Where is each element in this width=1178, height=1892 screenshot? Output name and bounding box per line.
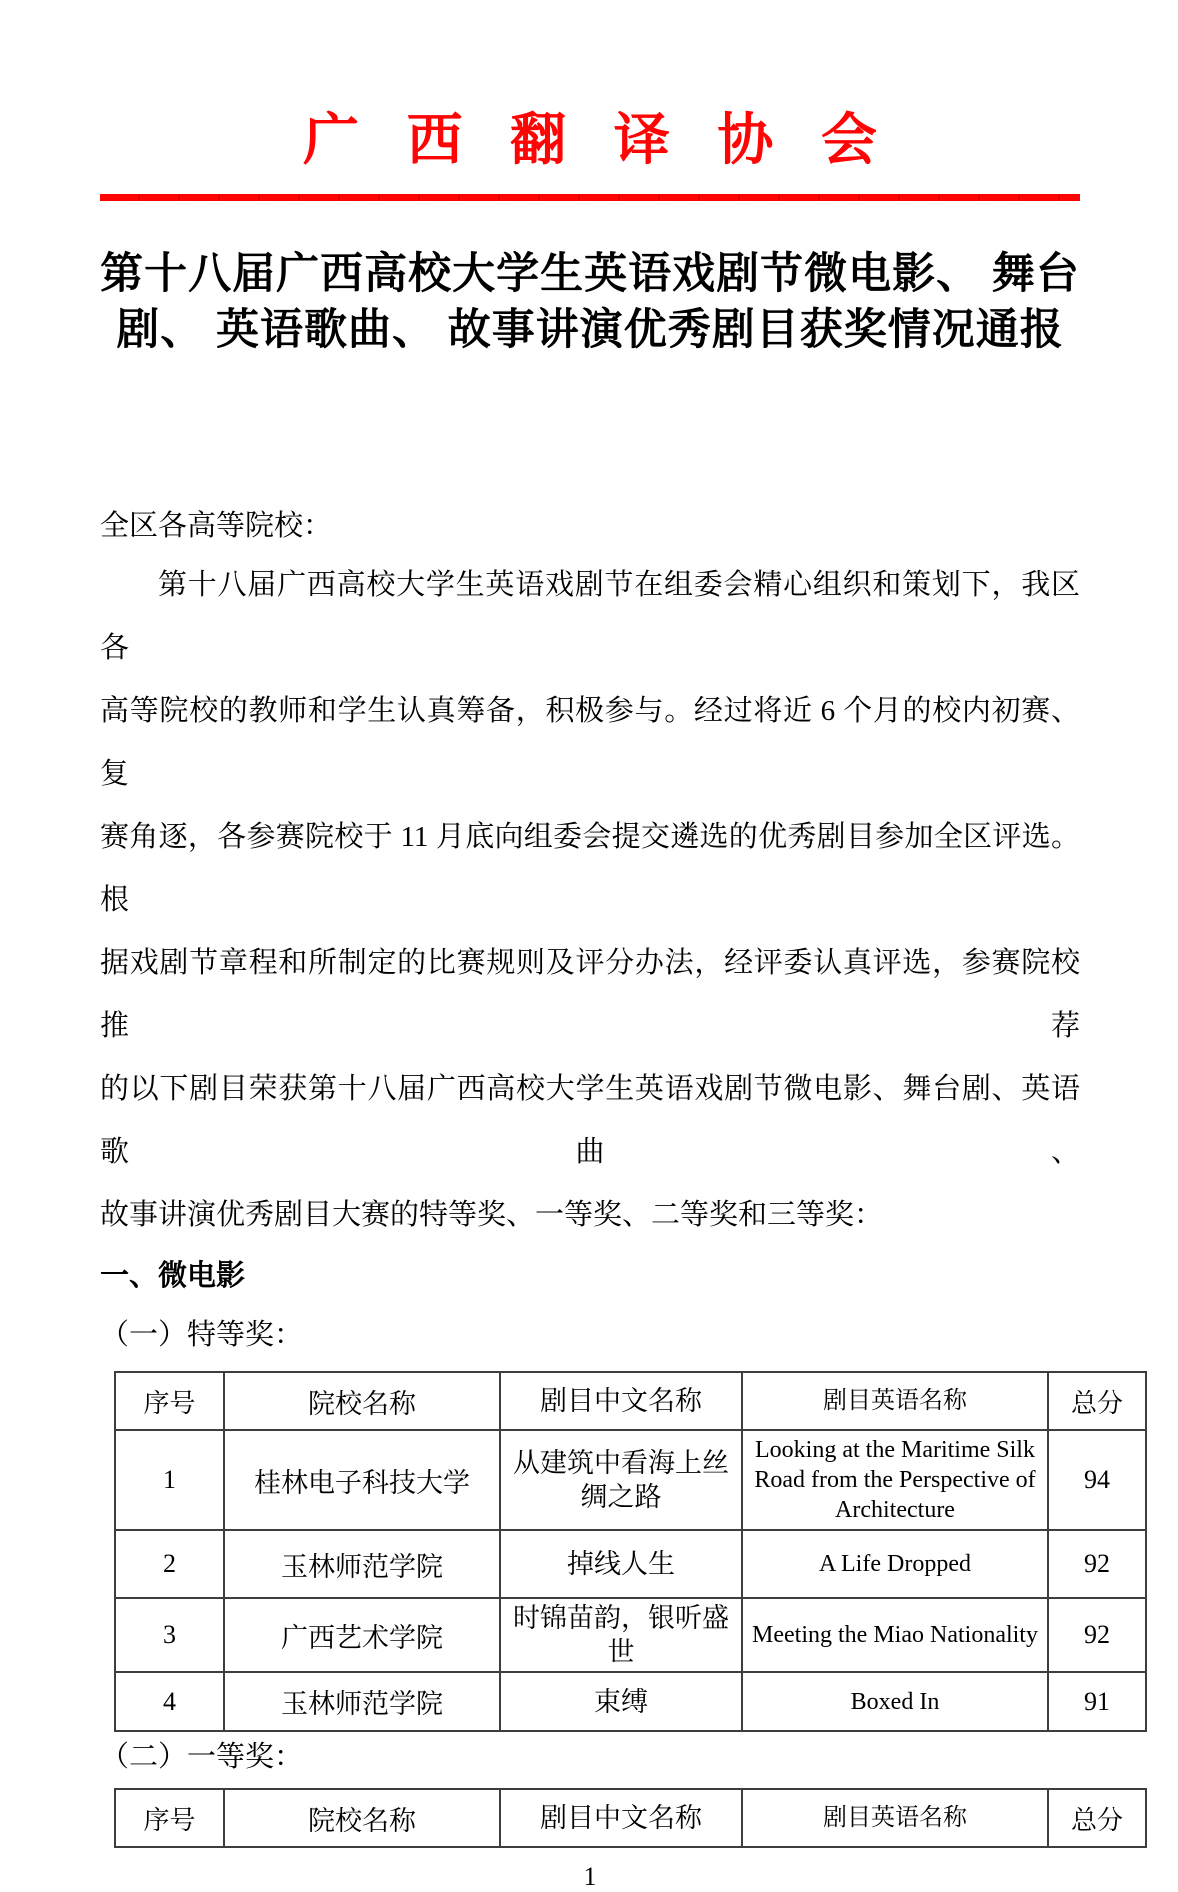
paragraph-line: 第十八届广西高校大学生英语戏剧节在组委会精心组织和策划下，我区各	[100, 569, 1080, 664]
header-cell-no: 序号	[115, 1372, 224, 1430]
header-cell-title-cn: 剧目中文名称	[500, 1789, 742, 1847]
header-cell-score: 总分	[1048, 1372, 1146, 1430]
cell-title-cn: 掉线人生	[500, 1530, 742, 1598]
table-row	[115, 1598, 1146, 1672]
org-name: 广西翻译协会	[302, 108, 925, 171]
section-heading-micro-film: 一、微电影	[100, 1260, 246, 1292]
cell-title-cn: 束缚	[500, 1672, 742, 1731]
cell-title-en: Boxed In	[742, 1672, 1048, 1731]
cell-no: 3	[115, 1598, 224, 1672]
salutation: 全区各高等院校：	[100, 510, 333, 542]
cell-score: 91	[1048, 1672, 1146, 1731]
cell-score: 94	[1048, 1430, 1146, 1530]
special-award-table	[114, 1371, 1147, 1732]
title-line-1: 第十八届广西高校大学生英语戏剧节微电影、 舞台	[100, 251, 1080, 298]
page-number: 1	[583, 1862, 597, 1891]
document-title	[100, 247, 1080, 359]
header-cell-score: 总分	[1048, 1789, 1146, 1847]
paragraph-line: 据戏剧节章程和所制定的比赛规则及评分办法，经评委认真评选，参赛院校推荐	[100, 947, 1080, 1042]
cell-title-cn: 从建筑中看海上丝绸之路	[500, 1430, 742, 1530]
cell-no: 1	[115, 1430, 224, 1530]
cell-score: 92	[1048, 1530, 1146, 1598]
header-cell-school: 院校名称	[224, 1789, 500, 1847]
cell-school: 广西艺术学院	[224, 1598, 500, 1672]
letterhead-rule	[100, 194, 1080, 201]
header-cell-no: 序号	[115, 1789, 224, 1847]
title-line-2: 剧、 英语歌曲、 故事讲演优秀剧目获奖情况通报	[116, 307, 1064, 354]
header-cell-school: 院校名称	[224, 1372, 500, 1430]
paragraph-line: 故事讲演优秀剧目大赛的特等奖、一等奖、二等奖和三等奖：	[100, 1199, 884, 1231]
paragraph-line: 高等院校的教师和学生认真筹备，积极参与。经过将近 6 个月的校内初赛、复	[100, 695, 1080, 790]
cell-no: 2	[115, 1530, 224, 1598]
cell-title-en: Meeting the Miao Nationality	[742, 1598, 1048, 1672]
special-award-label: （一）特等奖：	[100, 1319, 304, 1351]
page-footer	[100, 1862, 1080, 1892]
paragraph-line: 赛角逐，各参赛院校于 11 月底向组委会提交遴选的优秀剧目参加全区评选。根	[100, 821, 1080, 916]
header-cell-title-en: 剧目英语名称	[742, 1789, 1048, 1847]
paragraph-line: 的以下剧目荣获第十八届广西高校大学生英语戏剧节微电影、舞台剧、英语歌曲、	[100, 1073, 1080, 1168]
header-cell-title-cn: 剧目中文名称	[500, 1372, 742, 1430]
table-row	[115, 1430, 1146, 1530]
body-paragraph	[100, 554, 1080, 1247]
letterhead	[100, 108, 1080, 201]
cell-title-en: Looking at the Maritime Silk Road from the Perspective of Architecture	[742, 1430, 1048, 1530]
table-row	[115, 1672, 1146, 1731]
table-row	[115, 1530, 1146, 1598]
cell-school: 玉林师范学院	[224, 1672, 500, 1731]
table-header-row	[115, 1789, 1146, 1847]
cell-score: 92	[1048, 1598, 1146, 1672]
first-award-table	[114, 1788, 1147, 1848]
table-header-row	[115, 1372, 1146, 1430]
cell-title-cn: 时锦苗韵，银听盛世	[500, 1598, 742, 1672]
cell-title-en: A Life Dropped	[742, 1530, 1048, 1598]
cell-school: 桂林电子科技大学	[224, 1430, 500, 1530]
cell-no: 4	[115, 1672, 224, 1731]
first-award-label: （二）一等奖：	[100, 1741, 304, 1773]
cell-school: 玉林师范学院	[224, 1530, 500, 1598]
header-cell-title-en: 剧目英语名称	[742, 1372, 1048, 1430]
